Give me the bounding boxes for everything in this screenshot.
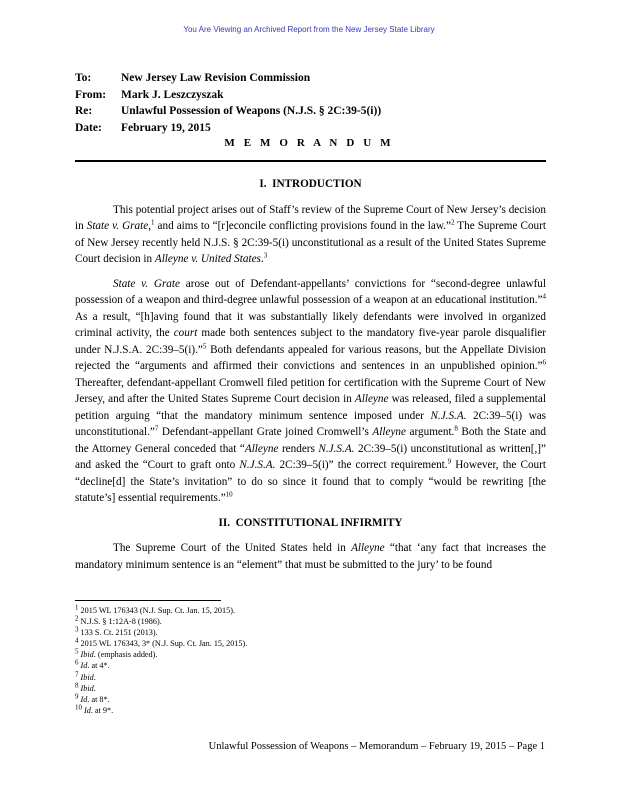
footnote-number: 1 — [75, 603, 79, 612]
from-value: Mark J. Leszczyszak — [121, 88, 224, 101]
from-label: From: — [75, 88, 107, 101]
footnote — [75, 660, 546, 671]
footnote-text: 2015 WL 176343 (N.J. Sup. Ct. Jan. 15, 2015). — [78, 606, 235, 615]
footnote — [75, 649, 546, 660]
text: Defendant-appellant Grate joined Cromwell’s — [158, 426, 373, 438]
memo-body — [75, 176, 546, 581]
text: “that ‘any fact that increases the mandatory minimum sentence is an “element” that must be submitted to the jury’ to be found — [75, 542, 546, 571]
case-name: Alleyne — [372, 426, 406, 438]
to-value: New Jersey Law Revision Commission — [121, 72, 311, 84]
footnotes-list — [75, 605, 546, 716]
text: was released, filed a supplemental petition arguing “that the mandatory minimum sentence imposed under — [75, 393, 546, 422]
re-label: Re: — [75, 105, 93, 117]
archive-banner[interactable]: You Are Viewing an Archived Report from the New Jersey State Library — [183, 25, 435, 34]
footnote-number: 9 — [75, 692, 79, 701]
date-label: Date: — [75, 121, 102, 134]
footnote — [75, 627, 546, 638]
case-name: Alleyne — [244, 442, 279, 455]
footnote — [75, 638, 546, 649]
footnote-number: 7 — [75, 669, 79, 678]
text: However, the Court “decline[d] the State’s invitation” to do so since it found that to comply “would be rewriting [the statute’s] essential requirements.” — [75, 459, 546, 504]
footnote-number: 10 — [75, 703, 82, 712]
footnote — [75, 694, 546, 705]
footnote-ref[interactable]: 10 — [225, 490, 233, 499]
footnote-number: 4 — [75, 636, 79, 645]
footnote-text: . — [93, 672, 96, 682]
text: argument. — [405, 426, 455, 438]
re-row — [75, 103, 381, 120]
text: As a result, “[h]aving found that it was substantially likely defendants were involved in organized criminal activity, the — [75, 310, 546, 339]
footnote-text: N.J.S. § 1:12A-8 (1986). — [78, 617, 162, 627]
footnote — [75, 705, 546, 716]
footnote-number: 5 — [75, 647, 79, 656]
footnote-text: . (emphasis added). — [93, 650, 158, 660]
date-row — [75, 120, 381, 137]
text: and aims to “[r]econcile conflicting provisions found in the law.” — [154, 220, 451, 232]
case-name: Alleyne v. United States — [154, 253, 261, 265]
text: Both defendants appealed for various reasons, but the Appellate Division rejected the “arguments and affirmed their convictions and sentences in an unpublished opinion.” — [75, 343, 546, 372]
footnote-text: . at 8*. — [87, 694, 110, 704]
statute-abbr: N.J.S.A. — [239, 459, 276, 471]
statute-abbr: N.J.S.A. — [430, 409, 467, 422]
footnote-ref[interactable]: 4 — [542, 292, 546, 301]
footnote-text: . at 9*. — [90, 705, 114, 715]
statute-abbr: N.J.S.A. — [318, 442, 355, 455]
page-footer: Unlawful Possession of Weapons – Memorandum – February 19, 2015 – Page 1 — [208, 741, 545, 752]
footnote-number: 3 — [75, 625, 79, 634]
footnote — [75, 616, 546, 627]
text: arose out of Defendant-appellants’ convictions for “second-degree unlawful possession of a weapon and third-degree unlawful possession of a weapon at an educational institution.” — [75, 277, 547, 306]
text: 2C:39–5(i) unconstitutional as written[,]” and asked the “Court to graft onto — [75, 442, 546, 471]
text: Thereafter, defendant-appellant Cromwell filed petition for certification with the Supreme Court of New Jersey, and after the United States Supreme Court decision in — [75, 376, 546, 405]
footnote-number: 8 — [75, 680, 79, 689]
text: This potential project arises out of Staff’s review of the Supreme Court of New Jersey’s decision in — [75, 203, 546, 232]
footnote-ref[interactable]: 5 — [202, 341, 207, 350]
footnote-ref[interactable]: 1 — [151, 218, 155, 227]
footnote-ref[interactable]: 8 — [454, 424, 458, 433]
to-row — [75, 70, 381, 87]
case-name: State v. Grate — [86, 220, 149, 232]
text: The Supreme Court of New Jersey recently held N.J.S. § 2C:39-5(i) unconstitutional as a result of the United States Supreme Court decision in — [75, 220, 546, 265]
to-label: To: — [75, 72, 92, 84]
date-value: February 19, 2015 — [121, 121, 211, 134]
case-name: State v. Grate — [113, 277, 180, 290]
footnote-ref[interactable]: 6 — [542, 358, 546, 367]
text: The Supreme Court of the United States held in — [113, 542, 352, 554]
footnote — [75, 669, 546, 683]
section-heading-introduction: I. INTRODUCTION — [259, 178, 362, 190]
section-heading-constitutional-infirmity: II. CONSTITUTIONAL INFIRMITY — [218, 516, 403, 529]
re-value: Unlawful Possession of Weapons (N.J.S. § 2C:39-5(i)) — [121, 105, 382, 117]
case-name: Alleyne — [351, 542, 385, 554]
footnote-ref[interactable]: 3 — [263, 251, 268, 260]
footnote-text: . at 4*. — [87, 661, 110, 671]
memo-title: M E M O R A N D U M — [224, 137, 394, 149]
footnote-italic: Ibid — [80, 683, 94, 693]
text: Both the State and the Attorney General conceded that “ — [75, 426, 546, 455]
from-row — [75, 87, 381, 104]
footnote-ref[interactable]: 2 — [450, 218, 455, 227]
footnote-text: 133 S. Ct. 2151 (2013). — [78, 628, 158, 638]
memo-header — [75, 70, 381, 136]
footnote-ref[interactable]: 9 — [447, 457, 452, 466]
footnote-number: 6 — [75, 658, 79, 667]
footnote-number: 2 — [75, 614, 79, 623]
text: . — [260, 253, 264, 265]
footnote-divider — [75, 600, 221, 601]
header-divider — [75, 160, 546, 162]
footnote-italic: Id — [80, 661, 88, 671]
footnote-italic: Ibid — [80, 650, 94, 660]
footnote-text: 2015 WL 176343, 3* (N.J. Sup. Ct. Jan. 15, 2015). — [78, 639, 248, 649]
text: 2C:39–5(i)” the correct requirement. — [275, 459, 448, 471]
text: renders — [278, 442, 319, 455]
footnote-italic: Id — [84, 705, 91, 715]
text: made both sentences subject to the mandatory five-year parole disqualifier under N.J.S.A. 2C:39–5(i).” — [75, 327, 546, 356]
footnote-italic: Id — [80, 694, 88, 704]
footnote-italic: Ibid — [80, 672, 94, 682]
footnote-text: . — [93, 683, 96, 693]
infirmity-paragraph-1 — [75, 540, 546, 573]
footnote-ref[interactable]: 7 — [154, 424, 159, 433]
intro-paragraph-2 — [75, 276, 546, 507]
emphasis: court — [173, 327, 198, 339]
footnote — [75, 680, 546, 694]
text: 2C:39–5(i) was unconstitutional.” — [75, 409, 547, 438]
footnote — [75, 605, 546, 616]
case-name: Alleyne — [354, 393, 389, 405]
intro-paragraph-1: This potential project arises out of Staff’s review of the Supreme Court of New Jersey’s decision in State v. Grate,$^1$ and aims to “[r]econcile conflicting provisions found in the law.”$^2$ The Supreme Court of New Jersey recently held N.J.S. § 2C:39-5(i) unconstitutional as a result of the United States Supreme Court decision in Alleyne v. United States.$^3$ — [75, 203, 546, 265]
